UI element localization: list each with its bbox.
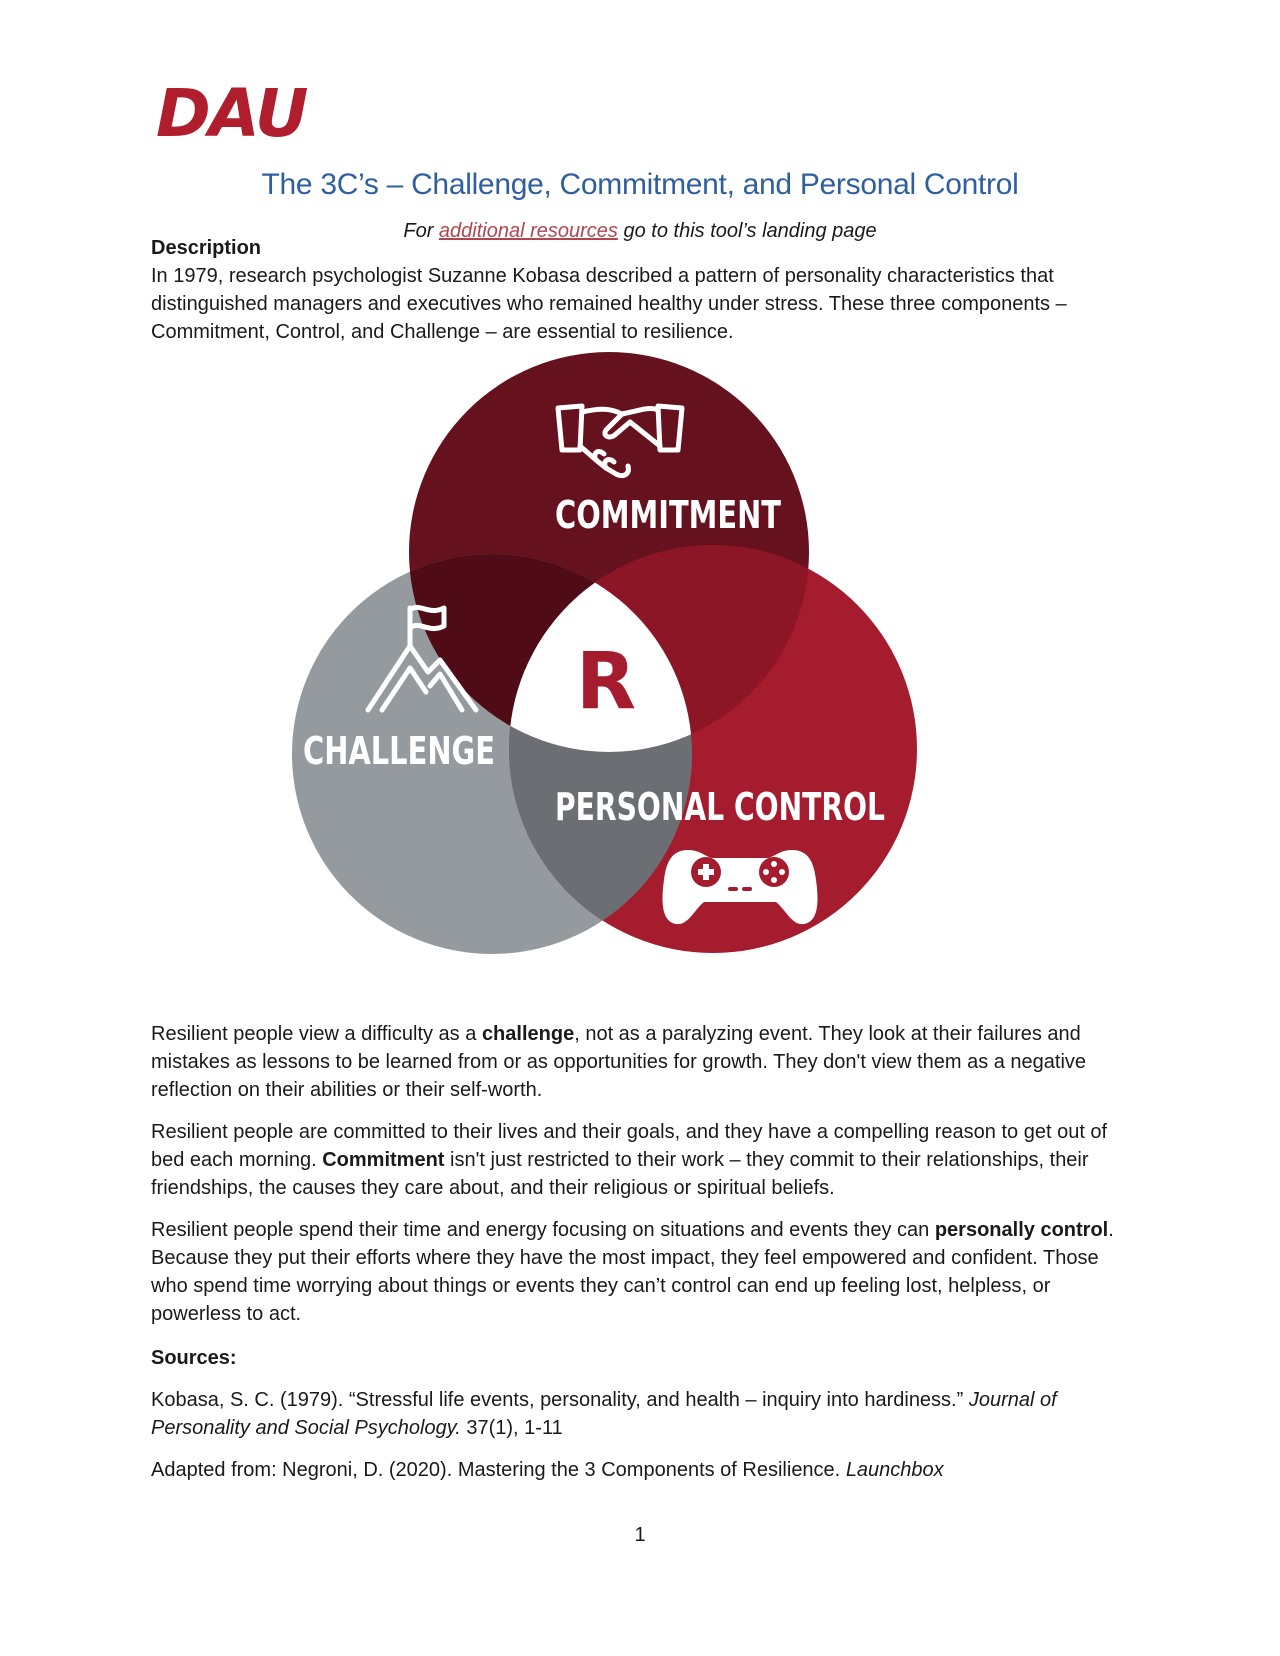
logo-text: DAU <box>156 75 307 152</box>
commitment-paragraph-post: isn't just restricted to their work – they commit to their relationships, their friendships, the causes they care about, and their religious or spiritual beliefs. <box>151 1149 1089 1199</box>
page-title: The 3C’s – Challenge, Commitment, and Personal Control <box>261 168 1019 201</box>
source-kobasa-journal: Journal of Personality and Social Psychology. <box>151 1389 1057 1439</box>
challenge-paragraph-post: , not as a paralyzing event. They look at their failures and mistakes as lessons to be learned from or as opportunities for growth. They don't view them as a negative reflection on their abilities or their self-worth. <box>151 1023 1087 1101</box>
source-negroni <box>151 1456 1131 1484</box>
commitment-paragraph-bold: Commitment <box>322 1149 445 1171</box>
personal-control-label: PERSONAL CONTROL <box>555 785 885 829</box>
dau-logo <box>156 74 376 154</box>
control-paragraph <box>151 1216 1131 1328</box>
control-paragraph-pre: Resilient people spend their time and energy focusing on situations and events they can <box>151 1219 930 1241</box>
body-section <box>151 1020 1131 1484</box>
source-kobasa-tail: 37(1), 1-11 <box>466 1417 563 1439</box>
source-kobasa-text: Kobasa, S. C. (1979). “Stressful life events, personality, and health – inquiry into hardiness.” <box>151 1389 964 1411</box>
source-negroni-text: Adapted from: Negroni, D. (2020). Mastering the 3 Components of Resilience. <box>151 1459 841 1481</box>
commitment-paragraph-pre: Resilient people are committed to their lives and their goals, and they have a compelling reason to get out of bed each morning. <box>151 1121 1108 1171</box>
description-text: In 1979, research psychologist Suzanne Kobasa described a pattern of personality characteristics that distinguished managers and executives who remained healthy under stress. These three components – Commitment, Control, and Challenge – are essential to resilience. <box>151 265 1067 343</box>
additional-resources-link[interactable]: additional resources <box>438 220 618 242</box>
challenge-paragraph-bold: challenge <box>481 1023 575 1045</box>
commitment-paragraph <box>151 1118 1131 1202</box>
sources-heading: Sources: <box>151 1347 237 1369</box>
resilience-venn-diagram <box>280 350 1000 1010</box>
control-paragraph-bold: personally control <box>934 1219 1109 1241</box>
resources-suffix: go to this tool’s landing page <box>623 220 877 242</box>
control-paragraph-post: . Because they put their efforts where they have the most impact, they feel empowered and confident. Those who spend time worrying about things or events they can’t control can end up feeling lost, helpless, or powerless to act. <box>151 1219 1114 1325</box>
challenge-paragraph <box>151 1020 1131 1104</box>
challenge-label: CHALLENGE <box>303 729 495 773</box>
description-section <box>151 234 1131 346</box>
challenge-paragraph-pre: Resilient people view a difficulty as a <box>151 1023 477 1045</box>
source-kobasa <box>151 1386 1131 1442</box>
description-heading: Description <box>151 237 262 259</box>
resources-prefix: For <box>403 220 434 242</box>
commitment-label: COMMITMENT <box>555 493 782 537</box>
resilience-center-label: R <box>575 637 637 727</box>
source-negroni-journal: Launchbox <box>845 1459 944 1481</box>
page-number: 1 <box>634 1524 646 1546</box>
